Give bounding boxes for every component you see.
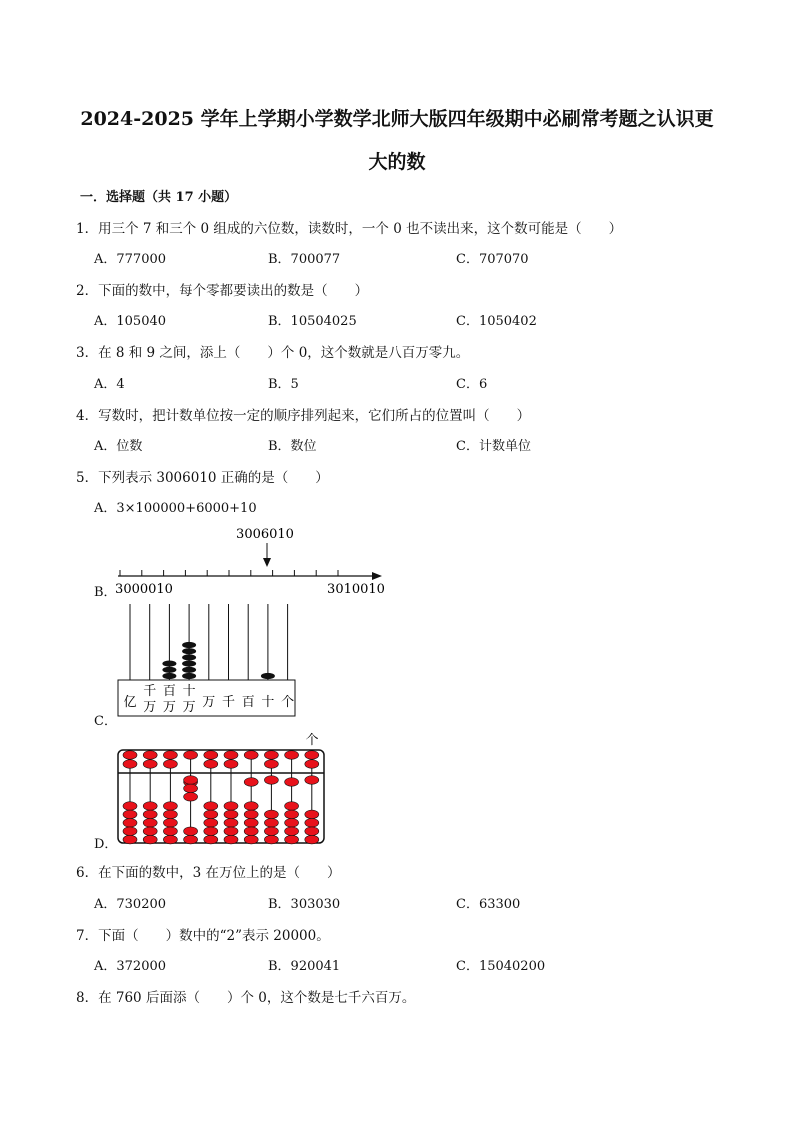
counting-frame-label: 千 bbox=[143, 684, 157, 699]
abacus-bead bbox=[143, 827, 157, 836]
abacus-bead bbox=[224, 835, 238, 844]
counting-frame-label: 万 bbox=[182, 700, 196, 715]
question-3-stem: 3．在 8 和 9 之间，添上（ ）个 0，这个数就是八百万零九。 bbox=[76, 345, 470, 361]
q5-option-d-label[interactable]: D． bbox=[94, 837, 118, 852]
question-5-stem: 5．下列表示 3006010 正确的是（ ） bbox=[76, 470, 329, 486]
counting-frame-label: 万 bbox=[202, 695, 216, 710]
abacus-diagram bbox=[110, 728, 335, 848]
abacus-bead bbox=[285, 810, 299, 819]
q7-option-b[interactable]: B．920041 bbox=[268, 959, 341, 974]
counting-frame-rods bbox=[130, 604, 288, 680]
abacus-bead bbox=[143, 810, 157, 819]
abacus-bead bbox=[163, 835, 177, 844]
q2-option-a[interactable]: A．105040 bbox=[94, 314, 167, 329]
counting-frame-label: 万 bbox=[162, 700, 176, 715]
q4-option-b[interactable]: B．数位 bbox=[268, 439, 317, 454]
abacus-bead bbox=[264, 760, 278, 769]
question-8-stem: 8．在 760 后面添（ ）个 0，这个数是七千六百万。 bbox=[76, 990, 416, 1006]
abacus-bead bbox=[143, 802, 157, 811]
abacus-bead bbox=[204, 751, 218, 760]
question-2-stem: 2．下面的数中，每个零都要读出的数是（ ） bbox=[76, 283, 369, 299]
abacus-bead bbox=[224, 802, 238, 811]
number-line-ticks bbox=[120, 570, 338, 576]
number-line-diagram bbox=[110, 522, 390, 598]
abacus-bead bbox=[305, 776, 319, 785]
counting-frame-label: 个 bbox=[281, 695, 295, 710]
q3-option-a[interactable]: A．4 bbox=[94, 377, 125, 392]
question-6-stem: 6．在下面的数中，3 在万位上的是（ ） bbox=[76, 865, 341, 881]
abacus-bead bbox=[285, 835, 299, 844]
q7-option-c[interactable]: C．15040200 bbox=[456, 959, 546, 974]
q2-option-c[interactable]: C．1050402 bbox=[456, 314, 537, 329]
abacus-bead bbox=[224, 819, 238, 828]
counting-frame-label: 十 bbox=[261, 695, 275, 710]
abacus-bead bbox=[244, 827, 258, 836]
abacus-bead bbox=[264, 819, 278, 828]
counting-frame-bead bbox=[182, 648, 196, 654]
counting-frame-bead bbox=[162, 667, 176, 673]
section-heading: 一．选择题（共 17 小题） bbox=[80, 190, 238, 205]
abacus-bead bbox=[143, 835, 157, 844]
abacus-bead bbox=[244, 810, 258, 819]
abacus-bead bbox=[163, 802, 177, 811]
abacus-bead bbox=[264, 827, 278, 836]
abacus-bead bbox=[244, 778, 258, 787]
abacus-bead bbox=[204, 760, 218, 769]
abacus-bead bbox=[123, 827, 137, 836]
counting-frame-label: 十 bbox=[182, 684, 196, 699]
abacus-bead bbox=[305, 827, 319, 836]
counting-frame-label: 亿 bbox=[123, 695, 137, 710]
counting-frame-bead bbox=[162, 661, 176, 667]
abacus-bead bbox=[224, 760, 238, 769]
counting-frame-label: 百 bbox=[241, 695, 255, 710]
q2-option-b[interactable]: B．10504025 bbox=[268, 314, 357, 329]
abacus-bead bbox=[285, 827, 299, 836]
document-title-line1: 2024-2025 学年上学期小学数学北师大版四年级期中必刷常考题之认识更 bbox=[80, 108, 714, 130]
abacus-bead bbox=[163, 819, 177, 828]
abacus-bead bbox=[123, 751, 137, 760]
q6-option-b[interactable]: B．303030 bbox=[268, 897, 341, 912]
q5-option-b-label[interactable]: B． bbox=[94, 585, 117, 600]
abacus-bead bbox=[184, 751, 198, 760]
abacus-bead bbox=[285, 802, 299, 811]
abacus-bead bbox=[285, 751, 299, 760]
q6-option-a[interactable]: A．730200 bbox=[94, 897, 167, 912]
question-1-stem: 1．用三个 7 和三个 0 组成的六位数，读数时，一个 0 也不读出来，这个数可能是（ ） bbox=[76, 221, 623, 237]
abacus-bead bbox=[184, 827, 198, 836]
abacus-bead bbox=[184, 784, 198, 793]
document-title-line2: 大的数 bbox=[368, 151, 426, 173]
q1-option-b[interactable]: B．700077 bbox=[268, 252, 341, 267]
abacus-bead bbox=[163, 760, 177, 769]
q3-option-c[interactable]: C．6 bbox=[456, 377, 488, 392]
abacus-bead bbox=[224, 751, 238, 760]
abacus-bead bbox=[285, 778, 299, 787]
abacus-bead bbox=[244, 751, 258, 760]
abacus-bead bbox=[224, 827, 238, 836]
abacus-bead bbox=[143, 760, 157, 769]
counting-frame-bead bbox=[182, 667, 196, 673]
q1-option-c[interactable]: C．707070 bbox=[456, 252, 529, 267]
q4-option-a[interactable]: A．位数 bbox=[94, 439, 143, 454]
abacus-bead bbox=[244, 819, 258, 828]
q1-option-a[interactable]: A．777000 bbox=[94, 252, 167, 267]
counting-frame-bead bbox=[162, 673, 176, 679]
abacus-bead bbox=[264, 776, 278, 785]
abacus-bead bbox=[163, 810, 177, 819]
abacus-bead bbox=[285, 819, 299, 828]
abacus-bead bbox=[264, 810, 278, 819]
q4-option-c[interactable]: C．计数单位 bbox=[456, 439, 531, 454]
abacus-bead bbox=[163, 751, 177, 760]
q7-option-a[interactable]: A．372000 bbox=[94, 959, 167, 974]
q6-option-c[interactable]: C．63300 bbox=[456, 897, 521, 912]
q5-option-c-label[interactable]: C． bbox=[94, 714, 117, 729]
counting-frame-label: 百 bbox=[162, 684, 176, 699]
abacus-bead bbox=[224, 810, 238, 819]
abacus-bead bbox=[204, 819, 218, 828]
number-line-end-label: 3010010 bbox=[327, 582, 385, 597]
question-4-stem: 4．写数时，把计数单位按一定的顺序排列起来，它们所占的位置叫（ ） bbox=[76, 408, 531, 424]
abacus-bead bbox=[305, 819, 319, 828]
abacus-bead bbox=[123, 802, 137, 811]
abacus-bead bbox=[264, 835, 278, 844]
abacus-bead bbox=[123, 819, 137, 828]
abacus-bead bbox=[184, 793, 198, 802]
abacus-bead bbox=[305, 751, 319, 760]
number-line-start-label: 3000010 bbox=[115, 582, 173, 597]
question-7-stem: 7．下面（ ）数中的“2”表示 20000。 bbox=[76, 928, 330, 944]
abacus-bead bbox=[264, 751, 278, 760]
q5-option-a[interactable]: A．3×100000+6000+10 bbox=[94, 501, 257, 516]
abacus-bead bbox=[143, 819, 157, 828]
counting-frame-label: 万 bbox=[143, 700, 157, 715]
abacus-bead bbox=[123, 835, 137, 844]
counting-frame-diagram bbox=[110, 600, 305, 720]
abacus-bead bbox=[204, 810, 218, 819]
counting-frame-beads bbox=[162, 642, 275, 679]
counting-frame-bead bbox=[182, 673, 196, 679]
abacus-bead bbox=[204, 802, 218, 811]
abacus-bead bbox=[204, 827, 218, 836]
counting-frame-bead bbox=[182, 642, 196, 648]
counting-frame-bead bbox=[261, 673, 275, 679]
abacus-bead bbox=[123, 760, 137, 769]
abacus-ones-label: 个 bbox=[305, 733, 319, 748]
counting-frame-label: 千 bbox=[221, 695, 236, 710]
abacus-bead bbox=[305, 760, 319, 769]
abacus-bead bbox=[244, 835, 258, 844]
abacus-bead bbox=[305, 810, 319, 819]
abacus-bead bbox=[163, 827, 177, 836]
abacus-bead bbox=[305, 835, 319, 844]
abacus-bead bbox=[184, 835, 198, 844]
counting-frame-bead bbox=[182, 661, 196, 667]
number-line-marker-label: 3006010 bbox=[236, 527, 294, 542]
abacus-bead bbox=[184, 776, 198, 785]
abacus-bead bbox=[143, 751, 157, 760]
abacus-bead bbox=[123, 810, 137, 819]
q3-option-b[interactable]: B．5 bbox=[268, 377, 299, 392]
abacus-bead bbox=[204, 835, 218, 844]
abacus-bead bbox=[244, 802, 258, 811]
counting-frame-bead bbox=[182, 654, 196, 660]
